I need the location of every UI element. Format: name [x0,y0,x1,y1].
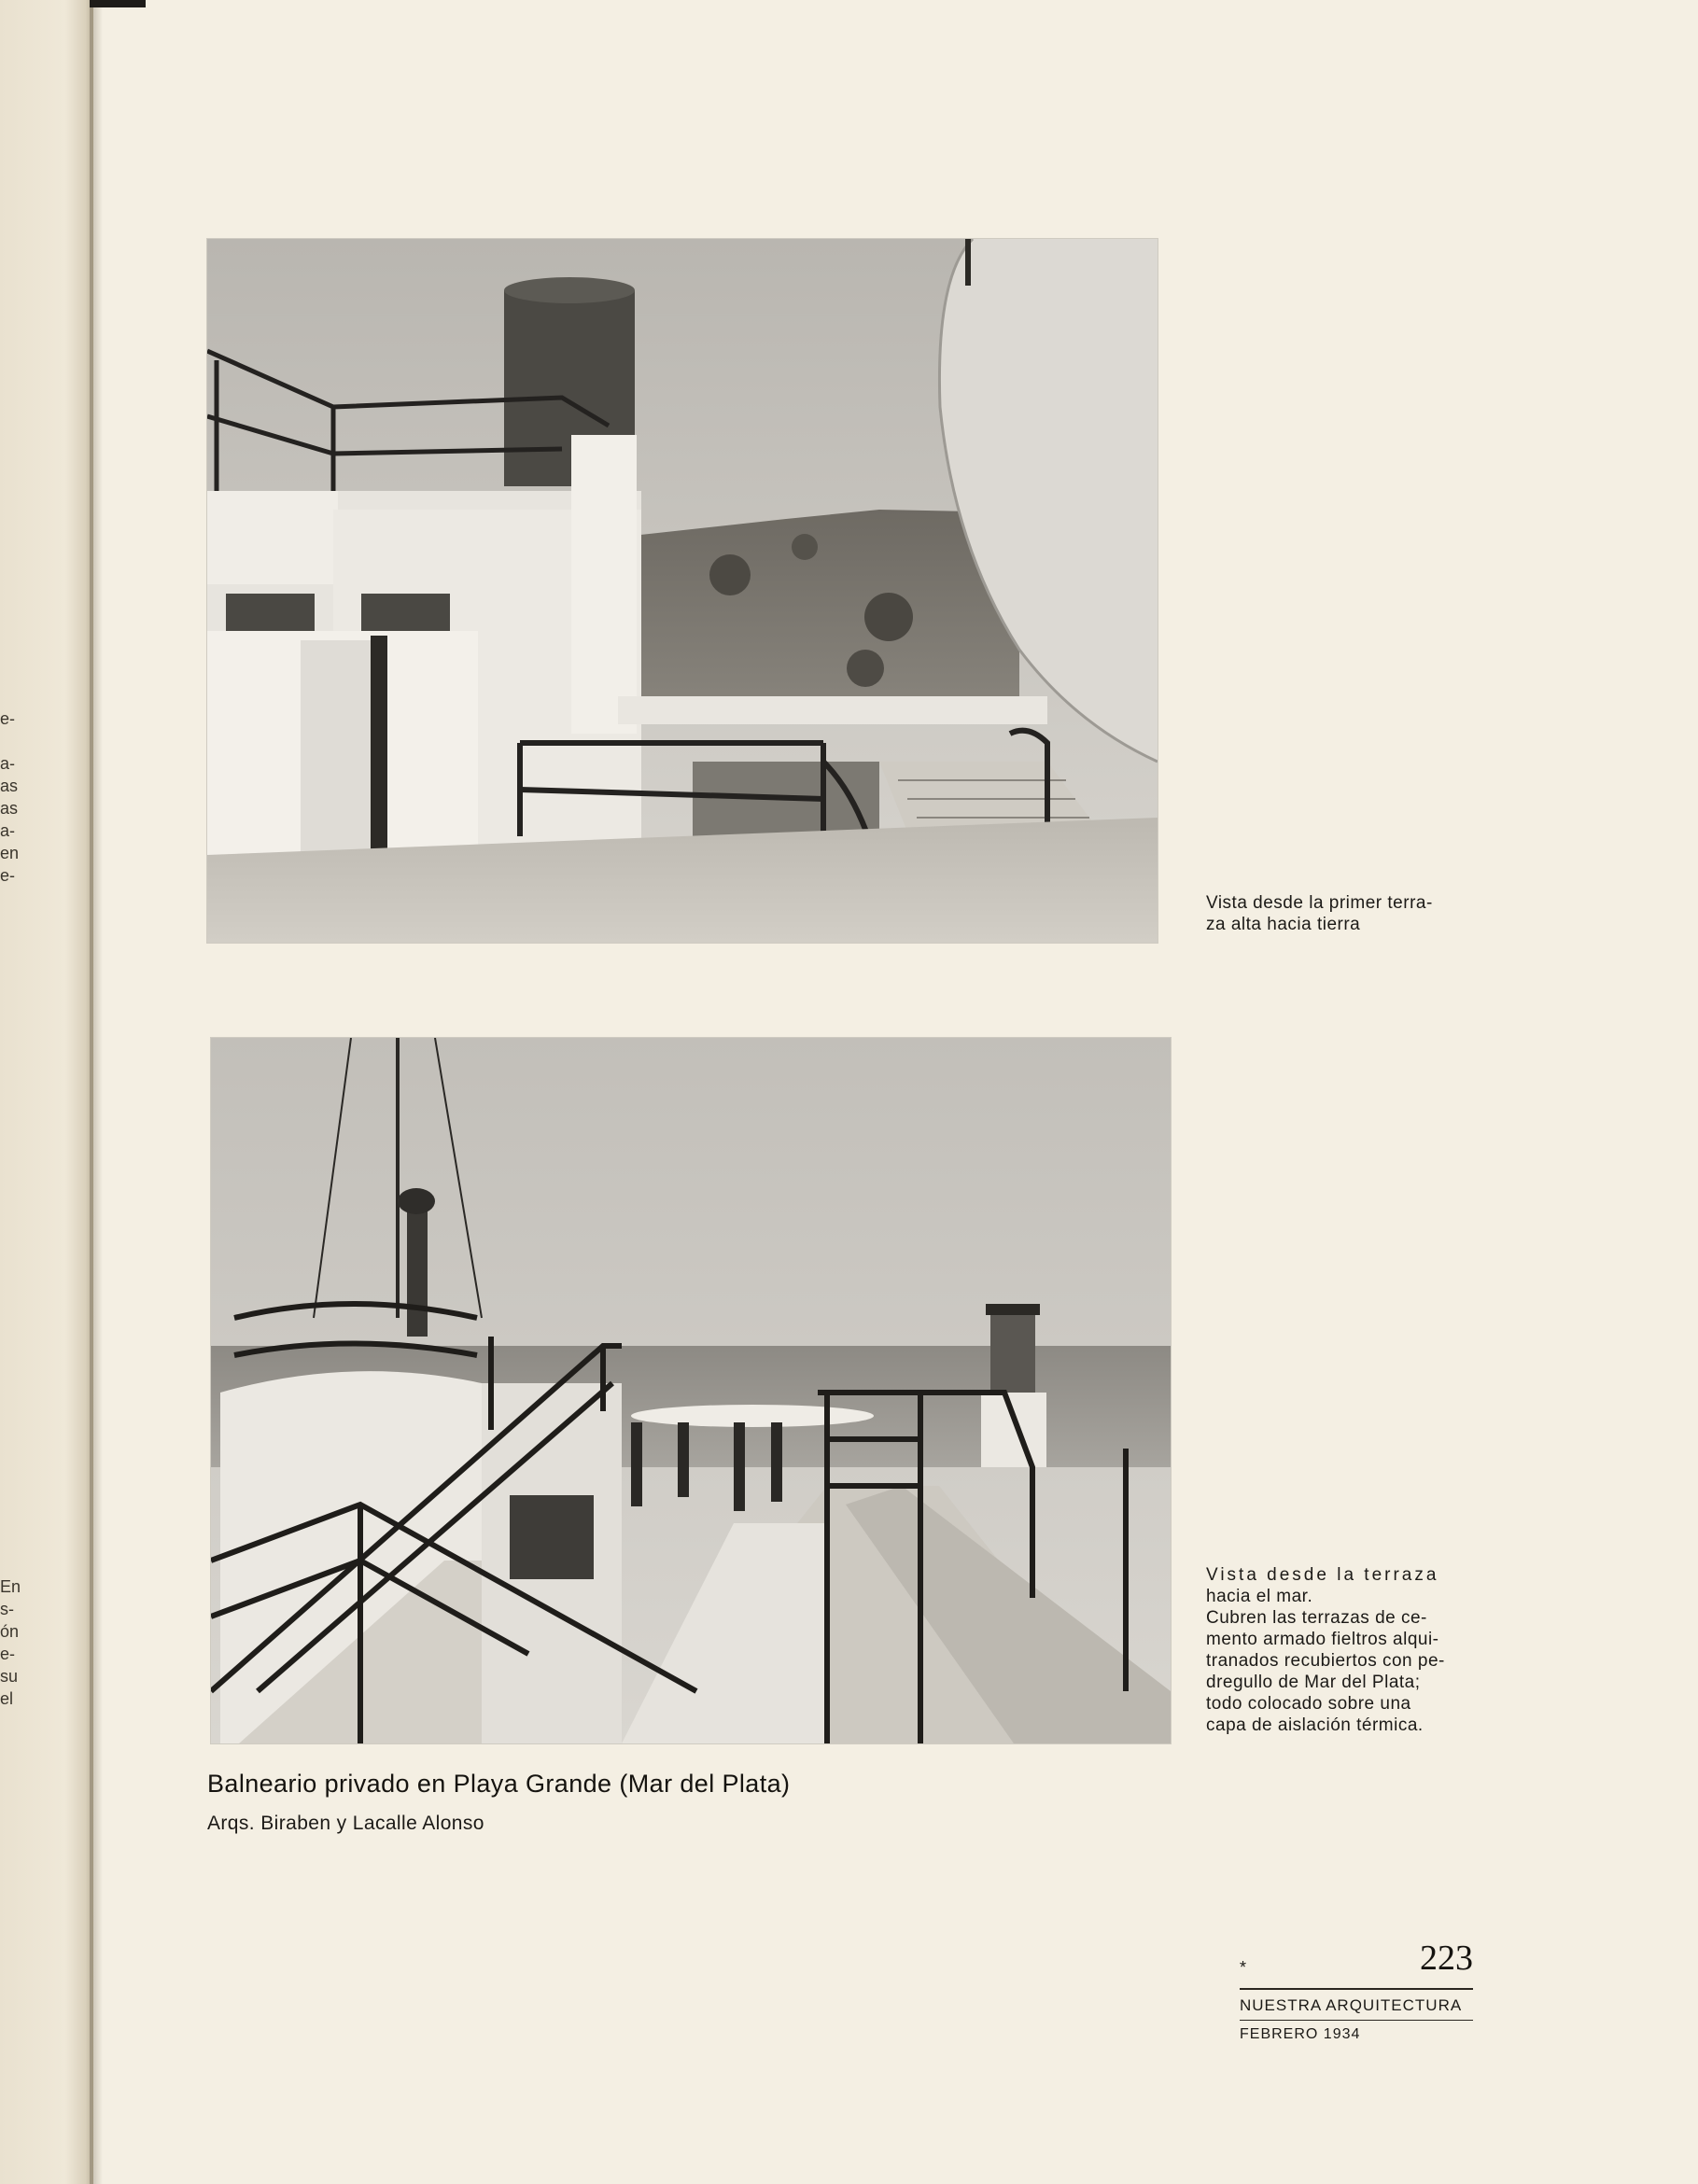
caption-body-line: todo colocado sobre una [1206,1694,1411,1714]
caption-body-line: Cubren las terrazas de ce- [1206,1608,1427,1628]
publication-date: FEBRERO 1934 [1240,2026,1361,2042]
article-title: Balneario privado en Playa Grande (Mar del Plata) [207,1770,791,1798]
page-gutter [0,0,93,2184]
folio-row [1240,1938,1473,1984]
page-folio [1240,1938,1473,2043]
bleed-through-text-bottom: En s- ón e- su el [0,1577,21,1708]
photo-2-caption [1206,1564,1477,1736]
bleed-through-text-top: e- a- as as a- en e- [0,709,20,885]
folio-mark: * [1240,1958,1247,1977]
article-authors: Arqs. Biraben y Lacalle Alonso [207,1813,484,1834]
binding-shadow [90,0,103,2184]
caption-body-line: capa de aislación térmica. [1206,1715,1424,1735]
caption-line: Vista desde la primer terra- [1206,893,1433,913]
page-number: 223 [1420,1939,1473,1978]
photo-terrace-sea-view [211,1038,1171,1743]
photo-1-illustration [207,239,1158,943]
publication-name: NUESTRA ARQUITECTURA [1240,1996,1463,2014]
caption-line: za alta hacia tierra [1206,915,1361,934]
caption-body-line: tranados recubiertos con pe- [1206,1651,1445,1671]
caption-body-line: dregullo de Mar del Plata; [1206,1673,1421,1692]
photo-terrace-land-view [207,239,1158,943]
photo-1-caption [1206,892,1486,935]
photo-2-illustration [211,1038,1171,1743]
caption-body-line: mento armado fieltros alqui- [1206,1630,1439,1649]
caption-heading-line: Vista desde la terraza [1206,1565,1439,1585]
corner-mark [90,0,146,7]
caption-heading-line: hacia el mar. [1206,1587,1313,1606]
folio-rule [1240,1988,1473,1990]
folio-rule-thin [1240,2020,1473,2021]
